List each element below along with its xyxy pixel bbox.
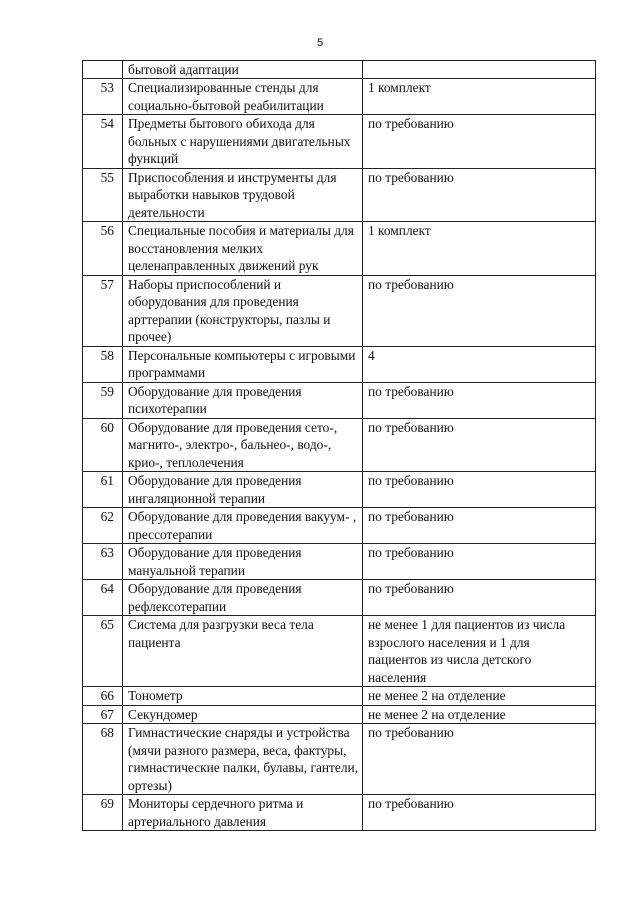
equipment-name: Тонометр — [123, 687, 363, 706]
equipment-name: Оборудование для проведения мануальной терапии — [123, 544, 363, 580]
equipment-quantity: 4 — [363, 346, 596, 382]
equipment-quantity: по требованию — [363, 580, 596, 616]
row-number: 68 — [83, 724, 123, 795]
equipment-quantity: по требованию — [363, 795, 596, 831]
table-row-continuation — [83, 61, 596, 79]
equipment-name: Оборудование для проведения сето-, магнито-, электро-, бальнео-, водо-, крио-, теплолечения — [123, 418, 363, 472]
equipment-quantity: по требованию — [363, 544, 596, 580]
table-row — [83, 795, 596, 831]
equipment-name: Система для разгрузки веса тела пациента — [123, 616, 363, 687]
table-row — [83, 508, 596, 544]
equipment-quantity: по требованию — [363, 472, 596, 508]
row-number: 61 — [83, 472, 123, 508]
table-row — [83, 544, 596, 580]
equipment-name: Секундомер — [123, 705, 363, 724]
row-number: 64 — [83, 580, 123, 616]
row-number: 67 — [83, 705, 123, 724]
row-number: 60 — [83, 418, 123, 472]
equipment-name: Мониторы сердечного ритма и артериального давления — [123, 795, 363, 831]
equipment-name: Предметы бытового обихода для больных с нарушениями двигательных функций — [123, 115, 363, 169]
table-row — [83, 79, 596, 115]
equipment-name: Специальные пособия и материалы для восстановления мелких целенаправленных движений рук — [123, 222, 363, 276]
row-number: 65 — [83, 616, 123, 687]
equipment-quantity: по требованию — [363, 724, 596, 795]
equipment-name: Оборудование для проведения ингаляционной терапии — [123, 472, 363, 508]
equipment-name: Оборудование для проведения рефлексотерапии — [123, 580, 363, 616]
equipment-table — [82, 60, 596, 831]
equipment-quantity: не менее 1 для пациентов из числа взрослого населения и 1 для пациентов из числа детского населения — [363, 616, 596, 687]
equipment-quantity: по требованию — [363, 508, 596, 544]
table-row — [83, 687, 596, 706]
equipment-quantity: 1 комплект — [363, 222, 596, 276]
equipment-name: Наборы приспособлений и оборудования для проведения арттерапии (конструкторы, пазлы и прочее) — [123, 275, 363, 346]
row-number: 55 — [83, 168, 123, 222]
table-row — [83, 616, 596, 687]
table-row — [83, 382, 596, 418]
equipment-name: Приспособления и инструменты для выработки навыков трудовой деятельности — [123, 168, 363, 222]
table-row — [83, 418, 596, 472]
row-number — [83, 61, 123, 79]
equipment-table-body — [83, 61, 596, 831]
equipment-quantity: не менее 2 на отделение — [363, 705, 596, 724]
equipment-quantity: по требованию — [363, 275, 596, 346]
equipment-name: Персональные компьютеры с игровыми программами — [123, 346, 363, 382]
equipment-name: Оборудование для проведения психотерапии — [123, 382, 363, 418]
table-row — [83, 275, 596, 346]
row-number: 57 — [83, 275, 123, 346]
equipment-name: Гимнастические снаряды и устройства (мячи разного размера, веса, фактуры, гимнастические палки, булавы, гантели, ортезы) — [123, 724, 363, 795]
table-row — [83, 222, 596, 276]
equipment-quantity: по требованию — [363, 168, 596, 222]
row-number: 59 — [83, 382, 123, 418]
row-number: 66 — [83, 687, 123, 706]
table-row — [83, 346, 596, 382]
equipment-quantity: по требованию — [363, 418, 596, 472]
equipment-name: Специализированные стенды для социально-бытовой реабилитации — [123, 79, 363, 115]
equipment-quantity: 1 комплект — [363, 79, 596, 115]
row-number: 58 — [83, 346, 123, 382]
table-row — [83, 168, 596, 222]
row-number: 62 — [83, 508, 123, 544]
row-number: 56 — [83, 222, 123, 276]
equipment-name: бытовой адаптации — [123, 61, 363, 79]
page-number: 5 — [316, 37, 324, 49]
row-number: 54 — [83, 115, 123, 169]
equipment-quantity: по требованию — [363, 115, 596, 169]
table-row — [83, 115, 596, 169]
table-row — [83, 472, 596, 508]
table-row — [83, 724, 596, 795]
equipment-name: Оборудование для проведения вакуум- , прессотерапии — [123, 508, 363, 544]
equipment-quantity: по требованию — [363, 382, 596, 418]
equipment-quantity: не менее 2 на отделение — [363, 687, 596, 706]
row-number: 63 — [83, 544, 123, 580]
table-row — [83, 580, 596, 616]
equipment-quantity — [363, 61, 596, 79]
row-number: 69 — [83, 795, 123, 831]
row-number: 53 — [83, 79, 123, 115]
table-row — [83, 705, 596, 724]
